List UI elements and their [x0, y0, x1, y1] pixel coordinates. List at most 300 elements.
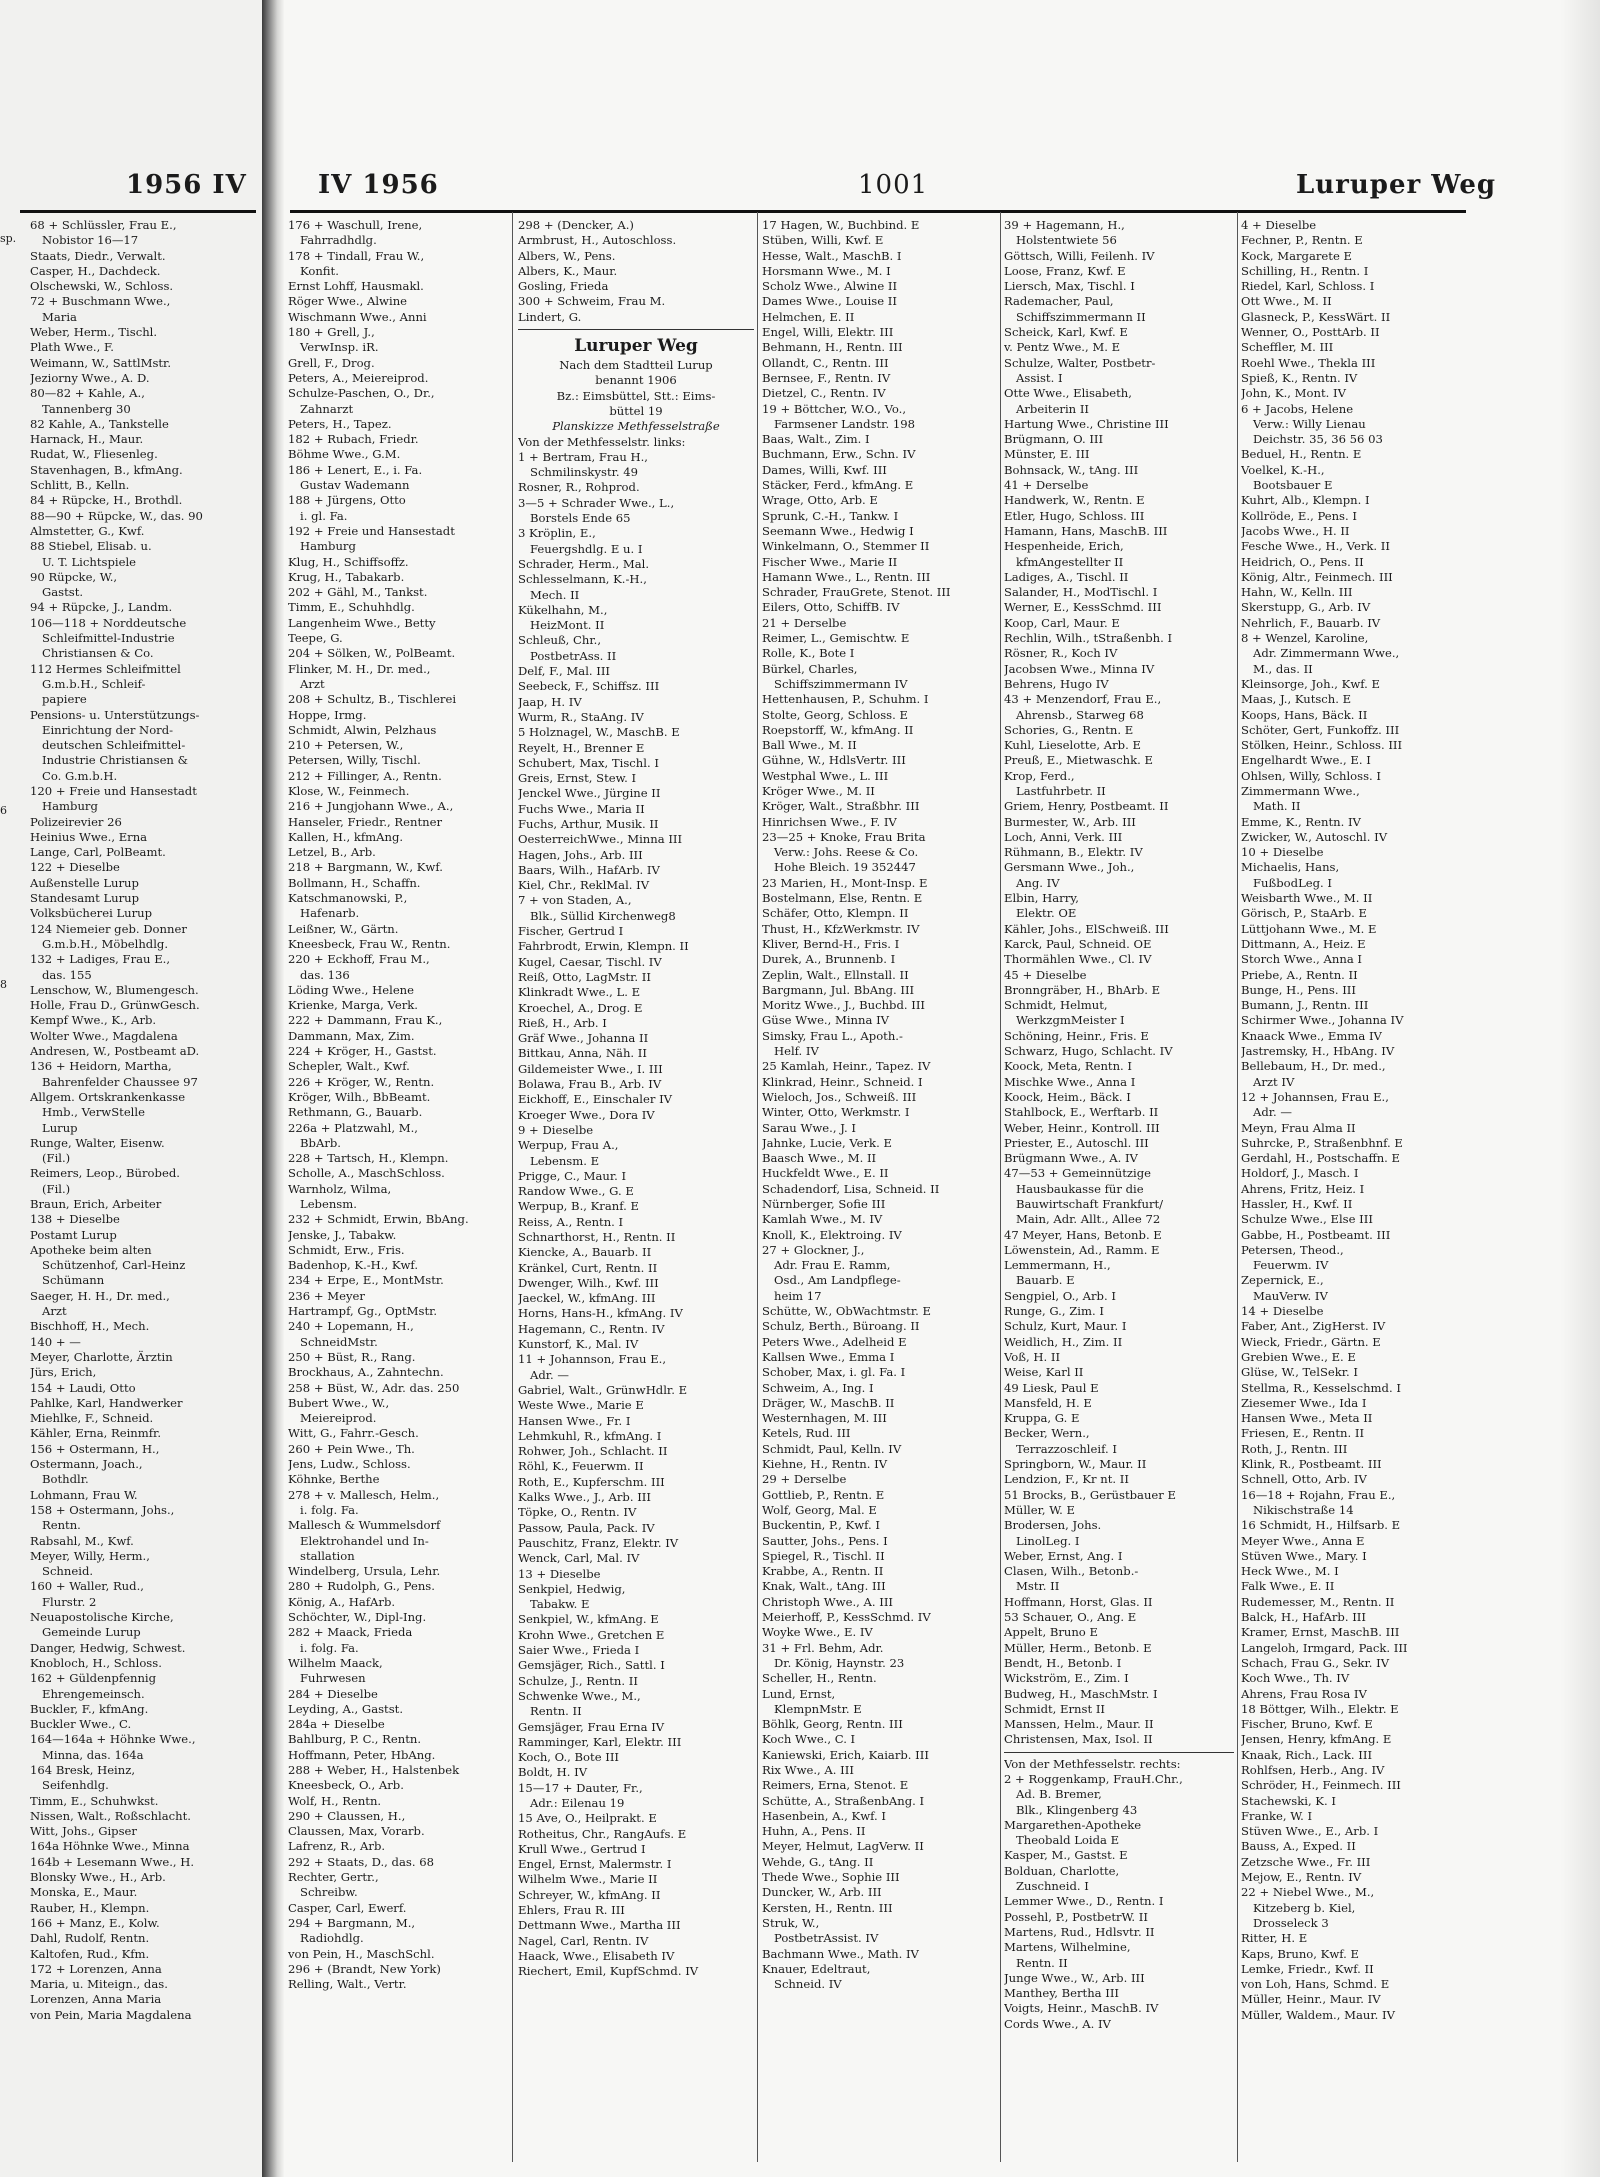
directory-line: Boldt, H. IV [518, 1765, 588, 1780]
directory-line: Behmann, H., Rentn. III [762, 340, 903, 355]
directory-line: König, A., HafArb. [288, 1594, 396, 1609]
directory-line: 25 Kamlah, Heinr., Tapez. IV [762, 1059, 931, 1074]
directory-line: Neuapostolische Kirche, [30, 1610, 174, 1625]
directory-line: Standesamt Lurup [30, 891, 140, 906]
directory-line: 4 + Dieselbe [1241, 218, 1317, 232]
directory-line: Schmidt, Paul, Kelln. IV [762, 1441, 902, 1456]
directory-line: Grebien Wwe., E. E [1241, 1349, 1356, 1364]
directory-line: Martens, Wilhelmine, [1004, 1940, 1131, 1955]
directory-line: Gühne, W., HdlsVertr. III [762, 753, 906, 768]
directory-line: Assist. I [1016, 370, 1063, 385]
directory-line: Nehrlich, F., Bauarb. IV [1241, 615, 1381, 630]
directory-line: Armbrust, H., Autoschloss. [518, 233, 677, 248]
directory-line: Weber, Herm., Tischl. [30, 325, 158, 340]
directory-line: Kalks Wwe., J., Arb. III [518, 1490, 651, 1505]
directory-line: Gosling, Frieda [518, 279, 609, 294]
directory-line: Töpke, O., Rentn. IV [518, 1505, 637, 1520]
directory-line: Ohlsen, Willy, Schloss. I [1241, 768, 1381, 783]
directory-line: Drosseleck 3 [1253, 1915, 1329, 1930]
directory-line: Volksbücherei Lurup [30, 906, 153, 921]
directory-line: Knobloch, H., Schloss. [30, 1655, 162, 1670]
directory-line: Possehl, P., PostbetrW. II [1004, 1909, 1148, 1924]
directory-line: Schneid. [42, 1564, 94, 1579]
directory-line: Ott Wwe., M. II [1241, 294, 1332, 309]
directory-line: Monska, E., Maur. [30, 1885, 138, 1900]
directory-line: Schöter, Gert, Funkoffz. III [1241, 722, 1400, 737]
street-note: Planskizze Methfesselstraße [552, 419, 720, 434]
directory-line: Schleifmittel-Industrie [42, 631, 175, 646]
directory-line: Pauschitz, Franz, Elektr. IV [518, 1535, 679, 1550]
directory-line: i. folg. Fa. [300, 1502, 359, 1517]
directory-line: OesterreichWwe., Minna III [518, 832, 683, 847]
directory-line: Beduel, H., Rentn. E [1241, 447, 1362, 462]
directory-line: Ostermann, Joach., [30, 1457, 143, 1472]
directory-line: Westphal Wwe., L. III [762, 768, 889, 783]
directory-line: Thormählen Wwe., Cl. IV [1004, 952, 1152, 967]
edge-fragment-1: sp. [0, 232, 17, 245]
directory-line: Radiohdlg. [300, 1931, 364, 1946]
directory-line: HeizMont. II [530, 618, 605, 633]
directory-line: 6 + Jacobs, Helene [1241, 401, 1354, 416]
directory-line: 17 Hagen, W., Buchbind. E [762, 218, 920, 232]
directory-line: Schiffszimmermann IV [774, 676, 908, 691]
street-section-title: Luruper Weg [574, 336, 698, 357]
directory-line: Heck Wwe., M. I [1241, 1564, 1339, 1579]
directory-line: Hahn, W., Kelln. III [1241, 585, 1353, 600]
directory-line: Klug, H., Schiffsoffz. [288, 554, 409, 569]
directory-line: Zepernick, E., [1241, 1273, 1324, 1288]
edge-fragment-2: 6 [0, 804, 7, 817]
directory-line: Riedel, Karl, Schloss. I [1241, 279, 1375, 294]
directory-line: Bubert Wwe., W., [288, 1395, 390, 1410]
directory-line: Balck, H., HafArb. III [1241, 1610, 1366, 1625]
directory-line: Gräf Wwe., Johanna II [518, 1031, 649, 1046]
directory-line: Hohe Bleich. 19 352447 [774, 860, 916, 875]
directory-line: 176 + Waschull, Irene, [288, 218, 423, 232]
street-note: Nach dem Stadtteil Lurup [559, 358, 713, 373]
directory-line: Jaeckel, W., kfmAng. III [518, 1291, 656, 1306]
directory-line: Ramminger, Karl, Elektr. III [518, 1734, 682, 1749]
directory-line: Rohwer, Joh., Schlacht. II [518, 1444, 668, 1459]
directory-line: Kugel, Caesar, Tischl. IV [518, 954, 662, 969]
directory-line: Suhrcke, P., Straßenbhnf. E [1241, 1135, 1403, 1150]
directory-line: Priester, E., Autoschl. III [1004, 1135, 1149, 1150]
directory-line: U. T. Lichtspiele [42, 554, 137, 569]
directory-line: 45 + Dieselbe [1004, 967, 1087, 982]
directory-line: 280 + Rudolph, G., Pens. [288, 1579, 435, 1594]
directory-line: Badenhop, K.-H., Kwf. [288, 1258, 418, 1273]
directory-line: Adr. — [530, 1367, 570, 1382]
directory-line: Kallen, H., kfmAng. [288, 829, 404, 844]
directory-line: Schulze Wwe., Else III [1241, 1212, 1373, 1227]
directory-line: Liersch, Max, Tischl. I [1004, 279, 1135, 294]
directory-line: Koch Wwe., Th. IV [1241, 1671, 1350, 1686]
directory-line: Math. II [1253, 799, 1301, 814]
directory-line: Friesen, E., Rentn. II [1241, 1426, 1365, 1441]
directory-line: Feuerwm. IV [1253, 1258, 1329, 1273]
directory-line: Eilers, Otto, SchiffB. IV [762, 600, 900, 615]
directory-line: Schreibw. [300, 1885, 358, 1900]
directory-line: von Pein, H., MaschSchl. [288, 1946, 435, 1961]
directory-line: Manthey, Bertha III [1004, 1986, 1120, 2001]
directory-line: Postamt Lurup [30, 1227, 117, 1242]
directory-line: Loch, Anni, Verk. III [1004, 829, 1123, 844]
directory-line: Rudemesser, M., Rentn. II [1241, 1594, 1395, 1609]
directory-line: Preuß, E., Mietwaschk. E [1004, 753, 1154, 768]
section-rule [518, 329, 754, 330]
directory-line: Dahl, Rudolf, Rentn. [30, 1931, 150, 1946]
directory-line: Langenheim Wwe., Betty [288, 615, 436, 630]
directory-line: Elbin, Harry, [1004, 891, 1079, 906]
directory-line: 15 Ave, O., Heilprakt. E [518, 1811, 657, 1826]
directory-column-left-page [30, 218, 258, 2158]
directory-line: Ahrens, Fritz, Heiz. I [1241, 1181, 1365, 1196]
directory-line: Hagen, Johs., Arb. III [518, 847, 643, 862]
directory-line: Lorenzen, Anna Maria [30, 1992, 162, 2007]
directory-line: Kaps, Bruno, Kwf. E [1241, 1946, 1359, 1961]
directory-line: Koch, O., Bote III [518, 1750, 619, 1765]
directory-line: Ziesemer Wwe., Ida I [1241, 1395, 1367, 1410]
directory-line: Sprunk, C.-H., Tankw. I [762, 508, 899, 523]
directory-line: Zimmermann Wwe., [1241, 783, 1360, 798]
directory-line: Bauarb. E [1016, 1273, 1075, 1288]
directory-line: Hmb., VerwStelle [42, 1105, 145, 1120]
directory-line: Röger Wwe., Alwine [288, 294, 408, 309]
directory-line: Voß, H. II [1004, 1349, 1061, 1364]
directory-line: Greis, Ernst, Stew. I [518, 771, 637, 786]
directory-line: Rolle, K., Bote I [762, 646, 855, 661]
directory-line: Borstels Ende 65 [530, 511, 631, 526]
directory-line: Schäfer, Otto, Klempn. II [762, 906, 909, 921]
directory-line: Brügmann Wwe., A. IV [1004, 1151, 1138, 1166]
directory-line: Voigts, Heinr., MaschB. IV [1004, 2001, 1159, 2016]
directory-line: Wurm, R., StaAng. IV [518, 709, 644, 724]
directory-line: Handwerk, W., Rentn. E [1004, 493, 1145, 508]
directory-line: Ritter, H. E [1241, 1931, 1308, 1946]
directory-line: Rentn. II [1016, 1955, 1068, 1970]
directory-line: 240 + Lopemann, H., [288, 1319, 414, 1334]
directory-line: Kuhl, Lieselotte, Arb. E [1004, 738, 1141, 753]
directory-line: Holdorf, J., Masch. I [1241, 1166, 1359, 1181]
directory-line: Meyer Wwe., Anna E [1241, 1533, 1365, 1548]
directory-line: Rix Wwe., A. III [762, 1762, 854, 1777]
directory-line: Spiegel, R., Tischl. II [762, 1548, 885, 1563]
directory-line: Stachewski, K. I [1241, 1793, 1336, 1808]
directory-line: Warnholz, Wilma, [288, 1181, 392, 1196]
directory-line: Lüttjohann Wwe., M. E [1241, 921, 1377, 936]
directory-line: Nürnberger, Sofie III [762, 1197, 886, 1211]
directory-line: Randow Wwe., G. E [518, 1184, 634, 1199]
directory-line: Windelberg, Ursula, Lehr. [288, 1564, 441, 1579]
directory-line: Martens, Rud., Hdlsvtr. II [1004, 1924, 1155, 1939]
directory-line: Bachmann Wwe., Math. IV [762, 1946, 919, 1961]
directory-line: Wieloch, Jos., Schweiß. III [762, 1089, 917, 1104]
directory-line: Dittmann, A., Heiz. E [1241, 936, 1366, 951]
directory-line: WerkzgmMeister I [1016, 1013, 1125, 1028]
directory-line: 222 + Dammann, Frau K., [288, 1013, 443, 1028]
directory-line: 288 + Weber, H., Halstenbek [288, 1762, 460, 1777]
directory-line: Adr. — [1253, 1105, 1293, 1120]
directory-line: 180 + Grell, J., [288, 325, 375, 340]
directory-line: Münster, E. III [1004, 447, 1090, 462]
directory-line: Reiß, Otto, LagMstr. II [518, 969, 651, 984]
directory-line: Adr.: Eilenau 19 [530, 1795, 625, 1810]
directory-line: Ahrensb., Starweg 68 [1016, 707, 1144, 722]
directory-line: Zuschneid. I [1016, 1879, 1089, 1894]
directory-line: Witt, Johs., Gipser [30, 1824, 137, 1839]
directory-line: Lemmermann, H., [1004, 1258, 1111, 1273]
directory-line: 27 + Glockner, J., [762, 1242, 865, 1257]
directory-line: Haack, Wwe., Elisabeth IV [518, 1948, 675, 1963]
directory-line: Spieß, K., Rentn. IV [1241, 370, 1358, 385]
directory-line: Roth, E., Kupferschm. III [518, 1474, 665, 1489]
directory-line: Bolawa, Frau B., Arb. IV [518, 1077, 662, 1092]
directory-line: 260 + Pein Wwe., Th. [288, 1441, 415, 1456]
directory-line: 188 + Jürgens, Otto [288, 493, 406, 508]
directory-line: Lund, Ernst, [762, 1686, 836, 1701]
directory-line: Burmester, W., Arb. III [1004, 814, 1136, 829]
directory-line: Knak, Walt., tAng. III [762, 1579, 886, 1594]
directory-line: Kröger, Walt., Straßbhr. III [762, 799, 920, 814]
directory-line: 88—90 + Rüpcke, W., das. 90 [30, 508, 203, 523]
directory-line: Weste Wwe., Marie E [518, 1398, 644, 1413]
directory-line: Miehlke, F., Schneid. [30, 1411, 154, 1426]
directory-line: Meyer, Charlotte, Ärztin [30, 1349, 173, 1364]
directory-line: Wickström, E., Zim. I [1004, 1671, 1129, 1686]
directory-line: 72 + Buschmann Wwe., [30, 294, 171, 309]
directory-line: von Loh, Hans, Schmd. E [1241, 1977, 1390, 1992]
directory-line: Scholle, A., MaschSchloss. [288, 1166, 445, 1181]
directory-line: Bellebaum, H., Dr. med., [1241, 1059, 1386, 1074]
directory-line: Röhl, K., Feuerwm. II [518, 1459, 644, 1474]
directory-line: Salander, H., ModTischl. I [1004, 585, 1158, 600]
directory-line: Jenske, J., Tabakw. [288, 1227, 397, 1242]
directory-line: Elektrohandel und In- [300, 1533, 429, 1548]
directory-line: Hamburg [42, 799, 98, 814]
directory-line: Lindert, G. [518, 309, 582, 324]
directory-line: Durek, A., Brunnenb. I [762, 952, 896, 967]
directory-line: Eickhoff, E., Einschaler IV [518, 1092, 673, 1107]
directory-line: Nobistor 16—17 [42, 233, 139, 248]
directory-line: Bolduan, Charlotte, [1004, 1863, 1120, 1878]
directory-line: Huhn, A., Pens. II [762, 1824, 866, 1839]
street-header: Luruper Weg [1296, 170, 1497, 200]
directory-line: 39 + Hagemann, H., [1004, 218, 1125, 232]
directory-line: Kasper, M., Gastst. E [1004, 1848, 1128, 1863]
directory-line: Krop, Ferd., [1004, 768, 1075, 783]
directory-line: Weber, Heinr., Kontroll. III [1004, 1120, 1160, 1135]
directory-line: Schulze-Paschen, O., Dr., [288, 386, 435, 401]
directory-line: 284a + Dieselbe [288, 1717, 385, 1732]
directory-line: Moritz Wwe., J., Buchbd. III [762, 998, 926, 1013]
left-page-header: 1956 IV [126, 170, 247, 200]
directory-line: Rohlfsen, Herb., Ang. IV [1241, 1762, 1385, 1777]
directory-line: 192 + Freie und Hansestadt [288, 523, 455, 538]
directory-line: Karck, Paul, Schneid. OE [1004, 936, 1152, 951]
directory-line: Holle, Frau D., GrünwGesch. [30, 998, 200, 1013]
directory-line: Rabsahl, M., Kwf. [30, 1533, 134, 1548]
directory-line: Hanseler, Friedr., Rentner [288, 814, 442, 829]
street-note: benannt 1906 [595, 373, 677, 388]
directory-line: Schmidt, Alwin, Pelzhaus [288, 722, 437, 737]
directory-line: Wrage, Otto, Arb. E [762, 493, 878, 508]
directory-line: Schütte, W., ObWachtmstr. E [762, 1304, 931, 1319]
directory-column-4 [1004, 218, 1234, 2158]
directory-line: Voelkel, K.-H., [1241, 462, 1325, 477]
directory-line: Schulze, Walter, Postbetr- [1004, 355, 1156, 370]
directory-line: BbArb. [300, 1135, 341, 1150]
directory-line: Christensen, Max, Isol. II [1004, 1732, 1153, 1747]
directory-line: Wolf, H., Rentn. [288, 1793, 382, 1808]
directory-line: Lafrenz, R., Arb. [288, 1839, 386, 1854]
directory-line: Gottlieb, P., Rentn. E [762, 1487, 885, 1502]
directory-line: Koock, Meta, Rentn. I [1004, 1059, 1133, 1074]
directory-line: Rieß, H., Arb. I [518, 1015, 607, 1030]
directory-line: Glasneck, P., KessWärt. II [1241, 309, 1391, 324]
directory-line: Stahlbock, E., Werftarb. II [1004, 1105, 1159, 1120]
directory-line: Horns, Hans-H., kfmAng. IV [518, 1306, 683, 1321]
directory-line: Kneesbeck, Frau W., Rentn. [288, 936, 451, 951]
directory-line: Kneesbeck, O., Arb. [288, 1778, 404, 1793]
directory-line: Rademacher, Paul, [1004, 294, 1114, 309]
directory-line: i. folg. Fa. [300, 1640, 359, 1655]
directory-line: 7 + von Staden, A., [518, 893, 632, 908]
directory-line: Schmilinskystr. 49 [530, 465, 639, 480]
directory-column-5 [1241, 218, 1463, 2158]
directory-line: Heinius Wwe., Erna [30, 829, 148, 844]
directory-line: Duncker, W., Arb. III [762, 1885, 882, 1900]
directory-line: Schlitt, B., Kelln. [30, 478, 130, 493]
directory-line: heim 17 [774, 1288, 822, 1303]
directory-line: Kunstorf, K., Mal. IV [518, 1337, 639, 1352]
directory-line: Clasen, Wilh., Betonb.- [1004, 1564, 1139, 1579]
directory-line: Witt, G., Fahrr.-Gesch. [288, 1426, 419, 1441]
directory-line: 296 + (Brandt, New York) [288, 1961, 441, 1976]
directory-line: Tannenberg 30 [42, 401, 131, 416]
directory-line: Olschewski, W., Schloss. [30, 279, 174, 294]
directory-line: Stellma, R., Kesselschmd. I [1241, 1380, 1401, 1395]
directory-line: kfmAngestellter II [1016, 554, 1124, 569]
directory-line: Reyelt, H., Brenner E [518, 740, 645, 755]
directory-line: Mansfeld, H. E [1004, 1395, 1092, 1410]
directory-line: Lurup [42, 1120, 78, 1135]
directory-line: Griem, Henry, Postbeamt. II [1004, 799, 1169, 814]
directory-line: Nagel, Carl, Rentn. IV [518, 1933, 649, 1948]
directory-line: Kuhrt, Alb., Klempn. I [1241, 493, 1370, 508]
directory-line: Baars, Wilh., HafArb. IV [518, 862, 660, 877]
directory-line: Arbeiterin II [1016, 401, 1089, 416]
directory-line: 19 + Böttcher, W.O., Vo., [762, 401, 907, 416]
directory-line: Schadendorf, Lisa, Schneid. II [762, 1181, 940, 1196]
directory-line: Becker, Wern., [1004, 1426, 1090, 1441]
directory-line: Gerdahl, H., Postschaffn. E [1241, 1151, 1400, 1166]
directory-line: Werpup, B., Kranf. E [518, 1199, 639, 1214]
directory-line: Woyke Wwe., E. IV [762, 1625, 873, 1640]
directory-line: Jacobs Wwe., H. II [1241, 523, 1350, 538]
directory-line: Schreyer, W., kfmAng. II [518, 1887, 661, 1902]
directory-line: Engelhardt Wwe., E. I [1241, 753, 1371, 768]
directory-line: Stolte, Georg, Schloss. E [762, 707, 908, 722]
directory-line: Gemeinde Lurup [42, 1625, 141, 1640]
directory-line: SchneidMstr. [300, 1334, 378, 1349]
directory-line: Schirmer Wwe., Johanna IV [1241, 1013, 1404, 1028]
directory-line: M., das. II [1253, 661, 1313, 676]
directory-line: Rotheitus, Chr., RangAufs. E [518, 1826, 687, 1841]
directory-line: Danger, Hedwig, Schwest. [30, 1640, 186, 1655]
directory-line: Thede Wwe., Sophie III [762, 1870, 900, 1885]
directory-line: Baas, Walt., Zim. I [762, 432, 870, 447]
directory-line: Von der Methfesselstr. links: [518, 434, 686, 449]
directory-line: MauVerw. IV [1253, 1288, 1328, 1303]
directory-line: 158 + Ostermann, Johs., [30, 1502, 175, 1517]
directory-line: Nikischstraße 14 [1253, 1502, 1354, 1517]
directory-line: deutschen Schleifmittel- [42, 738, 186, 753]
directory-line: Theobald Loida E [1016, 1833, 1120, 1848]
directory-line: Zetzsche Wwe., Fr. III [1241, 1854, 1371, 1869]
directory-line: Kränkel, Curt, Rentn. II [518, 1260, 658, 1275]
directory-line: Löwenstein, Ad., Ramm. E [1004, 1242, 1160, 1257]
directory-line: Wischmann Wwe., Anni [288, 309, 427, 324]
directory-line: 120 + Freie und Hansestadt [30, 783, 197, 798]
directory-line: Schepler, Walt., Kwf. [288, 1059, 410, 1074]
directory-line: Weise, Karl II [1004, 1365, 1084, 1380]
directory-line: Zahnarzt [300, 401, 354, 416]
directory-line: Kröger Wwe., M. II [762, 783, 875, 798]
directory-line: Helmchen, E. II [762, 309, 855, 324]
directory-line: 290 + Claussen, H., [288, 1808, 406, 1823]
directory-line: Winter, Otto, Werkmstr. I [762, 1105, 910, 1120]
directory-line: Saeger, H. H., Dr. med., [30, 1288, 170, 1303]
directory-line: Stavenhagen, B., kfmAng. [30, 462, 183, 477]
directory-line: Müller, Herm., Betonb. E [1004, 1640, 1152, 1655]
directory-line: Co. G.m.b.H. [42, 768, 118, 783]
directory-line: Rühmann, B., Elektr. IV [1004, 845, 1143, 860]
directory-line: Ketels, Rud. III [762, 1426, 851, 1441]
directory-line: Nissen, Walt., Roßschlacht. [30, 1808, 191, 1823]
directory-line: Andresen, W., Postbeamt aD. [30, 1044, 200, 1059]
directory-line: Jens, Ludw., Schloss. [288, 1457, 411, 1472]
directory-line: Bollmann, H., Schaffn. [288, 875, 421, 890]
directory-line: Stüven Wwe., Mary. I [1241, 1548, 1367, 1563]
directory-line: Schilling, H., Rentn. I [1241, 263, 1369, 278]
directory-line: Knoll, K., Elektroing. IV [762, 1227, 902, 1242]
directory-line: Kollröde, E., Pens. I [1241, 508, 1357, 523]
directory-line: Leyding, A., Gastst. [288, 1701, 404, 1716]
directory-line: Polizeirevier 26 [30, 814, 122, 829]
directory-line: 226a + Platzwahl, M., [288, 1120, 418, 1135]
directory-line: Casper, H., Dachdeck. [30, 263, 161, 278]
directory-line: 13 + Dieselbe [518, 1566, 601, 1581]
directory-line: Etler, Hugo, Schloss. III [1004, 508, 1145, 523]
directory-line: Bernsee, F., Rentn. IV [762, 370, 891, 385]
directory-line: Rosner, R., Rohprod. [518, 480, 640, 495]
directory-line: Klose, W., Feinmech. [288, 783, 410, 798]
directory-line: Kroechel, A., Drog. E [518, 1000, 643, 1015]
directory-line: Schach, Frau G., Sekr. IV [1241, 1655, 1390, 1670]
directory-line: Krohn Wwe., Gretchen E [518, 1627, 665, 1642]
directory-line: König, Altr., Feinmech. III [1241, 569, 1393, 584]
directory-line: Bronngräber, H., BhArb. E [1004, 982, 1161, 997]
directory-line: 164a Höhnke Wwe., Minna [30, 1839, 190, 1854]
directory-line: Bauwirtschaft Frankfurt/ [1016, 1197, 1164, 1211]
directory-line: Storch Wwe., Anna I [1241, 952, 1363, 967]
directory-line: Jastremsky, H., HbAng. IV [1241, 1044, 1395, 1059]
directory-line: Kähler, Erna, Reinmfr. [30, 1426, 162, 1441]
directory-line: Kiencke, A., Bauarb. II [518, 1245, 652, 1260]
directory-line: Bürkel, Charles, [762, 661, 858, 676]
directory-line: 294 + Bargmann, M., [288, 1915, 416, 1930]
directory-line: Ang. IV [1016, 875, 1060, 890]
